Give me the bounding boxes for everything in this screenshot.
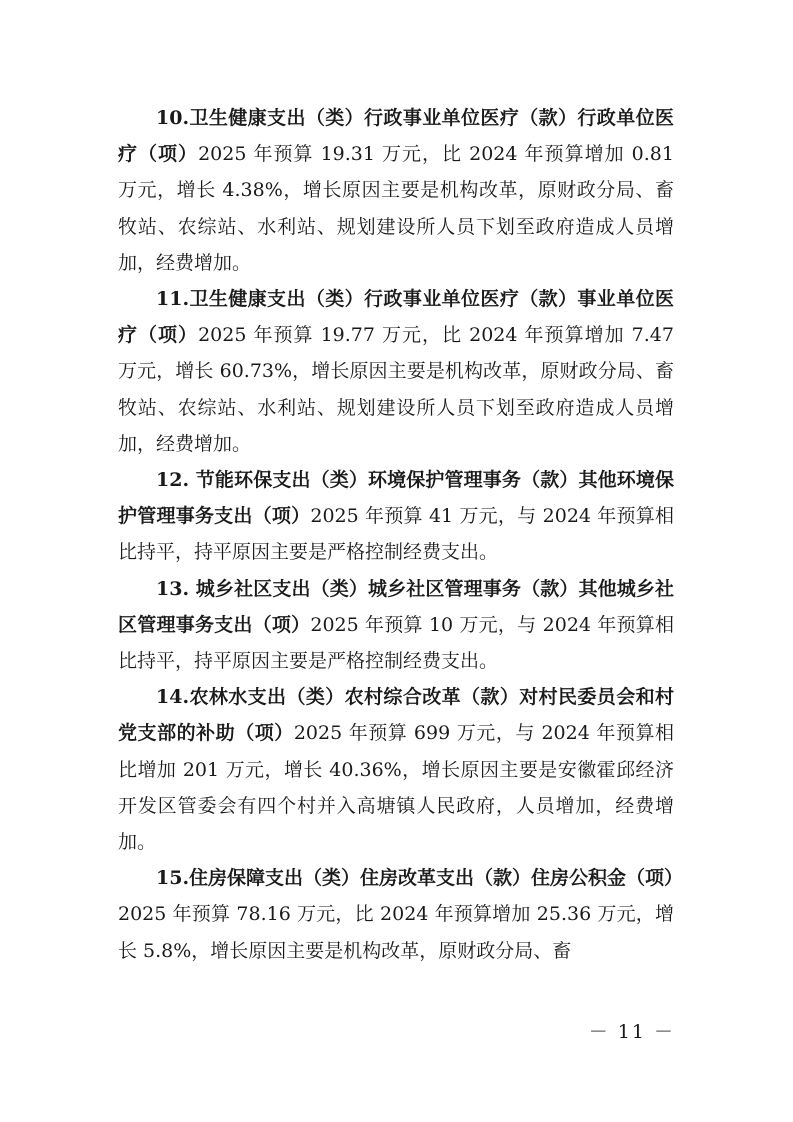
- paragraph-11-heading: 11.卫生健康支出（类）行政事业单位医疗（款）事业单位医疗（项）: [118, 288, 674, 347]
- paragraph-14-heading: 14.农林水支出（类）农村综合改革（款）对村民委员会和村党支部的补助（项）: [118, 686, 674, 745]
- paragraph-11: [118, 281, 674, 462]
- paragraph-13-heading: 13. 城乡社区支出（类）城乡社区管理事务（款）其他城乡社区管理事务支出（项）: [118, 577, 674, 636]
- paragraph-10: [118, 100, 674, 281]
- page-number: － 11 －: [588, 1021, 675, 1043]
- paragraph-13: [118, 571, 674, 680]
- paragraph-10-heading: 10.卫生健康支出（类）行政事业单位医疗（款）行政单位医疗（项）: [118, 107, 674, 166]
- paragraph-13-text: 2025 年预算 10 万元，与 2024 年预算相比持平，持平原因主要是严格控制经费支出。: [118, 613, 674, 673]
- paragraph-12-heading: 12. 节能环保支出（类）环境保护管理事务（款）其他环境保护管理事务支出（项）: [118, 469, 674, 528]
- paragraph-12: [118, 462, 674, 571]
- paragraph-12-text: 2025 年预算 41 万元，与 2024 年预算相比持平，持平原因主要是严格控制经费支出。: [118, 505, 674, 564]
- paragraph-15-heading: 15.住房保障支出（类）住房改革支出（款）住房公积金（项）: [156, 867, 684, 890]
- paragraph-10-text: 2025 年预算 19.31 万元，比 2024 年预算增加 0.81 万元，增长 4.38%，增长原因主要是机构改革，原财政分局、畜牧站、农综站、水利站、规划建设所人员下划至政府造成人员增加，经费增加。: [118, 143, 674, 274]
- paragraph-14: [118, 679, 674, 860]
- paragraph-15: [118, 860, 684, 969]
- paragraph-11-text: 2025 年预算 19.77 万元，比 2024 年预算增加 7.47 万元，增长 60.73%，增长原因主要是机构改革，原财政分局、畜牧站、农综站、水利站、规划建设所人员下划至政府造成人员增加，经费增加。: [118, 324, 674, 455]
- paragraph-15-text: 2025 年预算 78.16 万元，比 2024 年预算增加 25.36 万元，增长 5.8%，增长原因主要是机构改革，原财政分局、畜: [118, 903, 674, 962]
- document-body: [118, 100, 684, 969]
- paragraph-14-text: 2025 年预算 699 万元，与 2024 年预算相比增加 201 万元，增长 40.36%，增长原因主要是安徽霍邱经济开发区管委会有四个村并入高塘镇人民政府，人员增加，经费增加。: [118, 722, 674, 854]
